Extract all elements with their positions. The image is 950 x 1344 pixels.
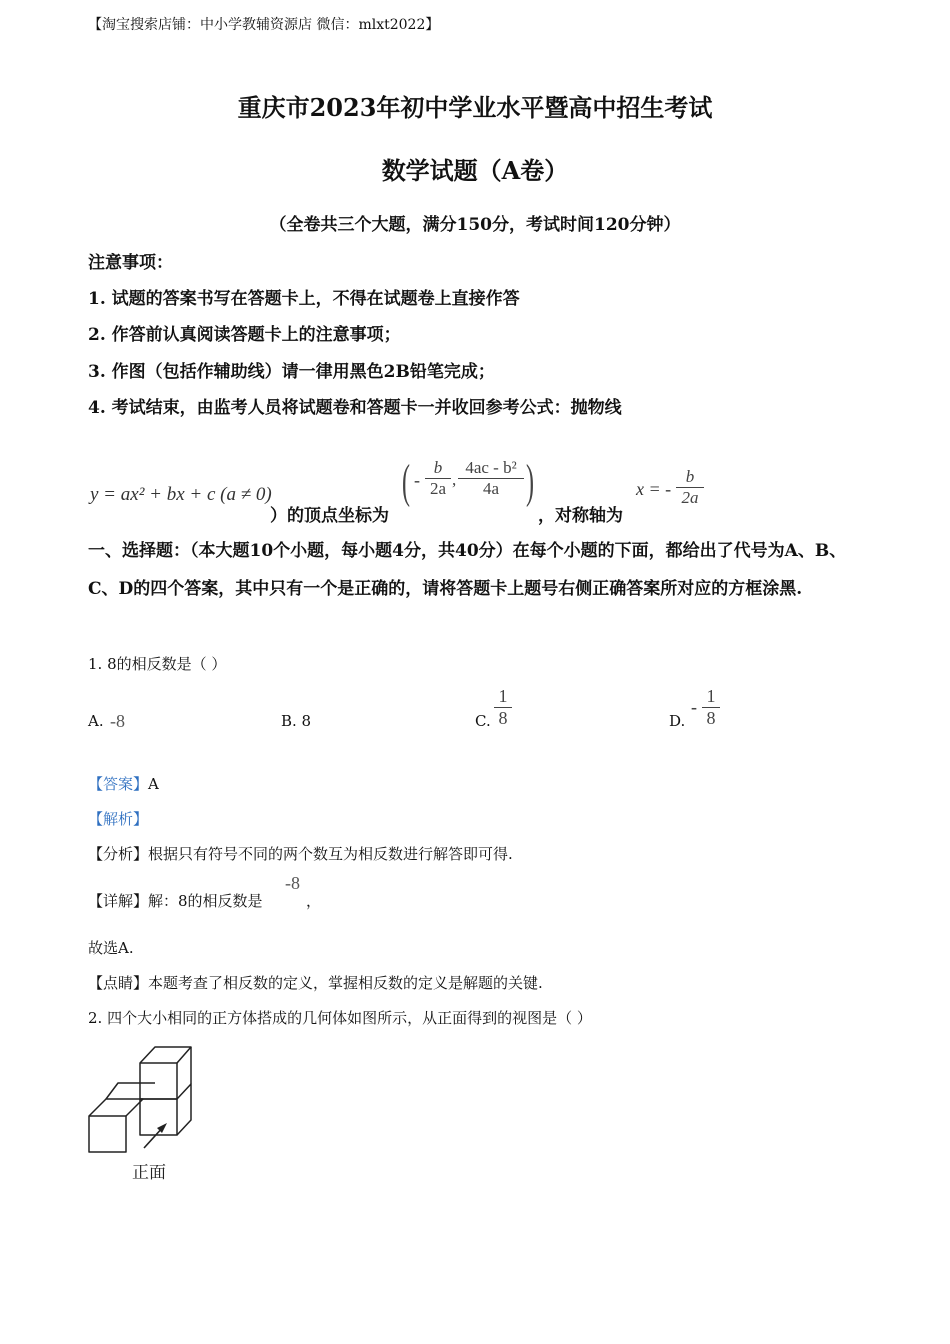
q1-option-d-den: 8 bbox=[702, 707, 720, 729]
cube-top-right bbox=[140, 1063, 177, 1099]
q1-fenxi: 【分析】根据只有符号不同的两个数互为相反数进行解答即可得. bbox=[88, 845, 513, 863]
vertex-x-den: 2a bbox=[425, 478, 451, 499]
cube-back-left bbox=[106, 1083, 155, 1099]
q1-xiangjie-value: -8 bbox=[285, 873, 300, 893]
q1-option-d-label: D. bbox=[669, 712, 686, 730]
q1-dianjing: 【点睛】本题考查了相反数的定义，掌握相反数的定义是解题的关键. bbox=[88, 974, 543, 992]
axis-num: b bbox=[685, 467, 695, 486]
axis-den: 2a bbox=[676, 487, 704, 508]
q2-cube-figure bbox=[84, 1040, 214, 1170]
vertex-comma: , bbox=[452, 470, 457, 489]
q2-stem: 2. 四个大小相同的正方体搭成的几何体如图所示，从正面得到的视图是（ ） bbox=[88, 1009, 592, 1027]
q1-option-c-fraction bbox=[494, 686, 512, 729]
q1-option-d-num: 1 bbox=[706, 686, 716, 706]
notes-heading: 注意事项： bbox=[88, 253, 173, 273]
q1-option-c-num: 1 bbox=[498, 686, 508, 706]
q1-xiangjie-end: ， bbox=[306, 892, 322, 910]
q1-option-b: B. 8 bbox=[281, 712, 312, 730]
vertex-x-fraction bbox=[425, 458, 451, 499]
axis-fraction bbox=[676, 467, 704, 508]
axis-text: ，对称轴为 bbox=[538, 506, 623, 526]
header-watermark: 【淘宝搜索店铺：中小学教辅资源店 微信：mlxt2022】 bbox=[88, 17, 440, 33]
q2-figure-label: 正面 bbox=[132, 1163, 166, 1183]
vertex-open-paren: ( bbox=[402, 455, 410, 508]
q1-option-a-label: A. bbox=[88, 712, 104, 730]
cube-bottom-right bbox=[140, 1099, 177, 1135]
cube-front-left bbox=[89, 1116, 126, 1152]
exam-info: （全卷共三个大题，满分150分，考试时间120分钟） bbox=[269, 215, 681, 235]
vertex-y-fraction bbox=[458, 458, 524, 499]
q1-option-c-label: C. bbox=[475, 712, 491, 730]
q1-option-c-den: 8 bbox=[494, 707, 512, 729]
exam-subtitle: 数学试题（A卷） bbox=[381, 156, 569, 185]
vertex-neg: - bbox=[414, 470, 420, 490]
q1-option-d-fraction bbox=[702, 686, 720, 729]
q1-option-d-neg: - bbox=[691, 697, 697, 717]
q1-choose: 故选A. bbox=[88, 939, 134, 957]
vertex-close-paren: ) bbox=[526, 455, 534, 508]
note-item-4: 4. 考试结束，由监考人员将试题卷和答题卡一并收回参考公式：抛物线 bbox=[88, 398, 622, 418]
section-1-instructions: 一、选择题：（本大题10个小题，每小题4分，共40分）在每个小题的下面，都给出了代号为A、B、C、D的四个答案，其中只有一个是正确的，请将答题卡上题号右侧正确答案所对应的方框涂黑. bbox=[88, 541, 847, 599]
axis-lhs: x = - bbox=[636, 479, 672, 499]
vertex-y-num: 4ac - b² bbox=[465, 458, 517, 477]
note-item-2: 2. 作答前认真阅读答题卡上的注意事项； bbox=[88, 325, 401, 345]
note-item-1: 1. 试题的答案书写在答题卡上，不得在试题卷上直接作答 bbox=[88, 289, 520, 309]
vertex-text: ）的顶点坐标为 bbox=[270, 506, 389, 526]
q1-stem: 1. 8的相反数是（ ） bbox=[88, 655, 227, 673]
cube-bottom-right-side bbox=[177, 1084, 191, 1135]
vertex-x-num: b bbox=[433, 458, 443, 477]
vertex-y-den: 4a bbox=[458, 478, 524, 499]
cube-top-right-top bbox=[140, 1047, 191, 1063]
analysis-tag: 【解析】 bbox=[88, 810, 149, 828]
parabola-formula: y = ax² + bx + c (a ≠ 0) bbox=[90, 484, 272, 505]
note-item-3: 3. 作图（包括作辅助线）请一律用黑色2B铅笔完成； bbox=[88, 362, 495, 382]
answer-tag: 【答案】 bbox=[88, 775, 149, 793]
exam-title: 重庆市2023年初中学业水平暨高中招生考试 bbox=[237, 93, 713, 122]
q1-answer bbox=[88, 773, 159, 794]
answer-value: A bbox=[148, 775, 159, 793]
cube-front-left-top bbox=[89, 1099, 143, 1116]
q1-xiangjie-text: 【详解】解：8的相反数是 bbox=[88, 892, 263, 910]
q1-option-a-value: -8 bbox=[110, 711, 125, 731]
